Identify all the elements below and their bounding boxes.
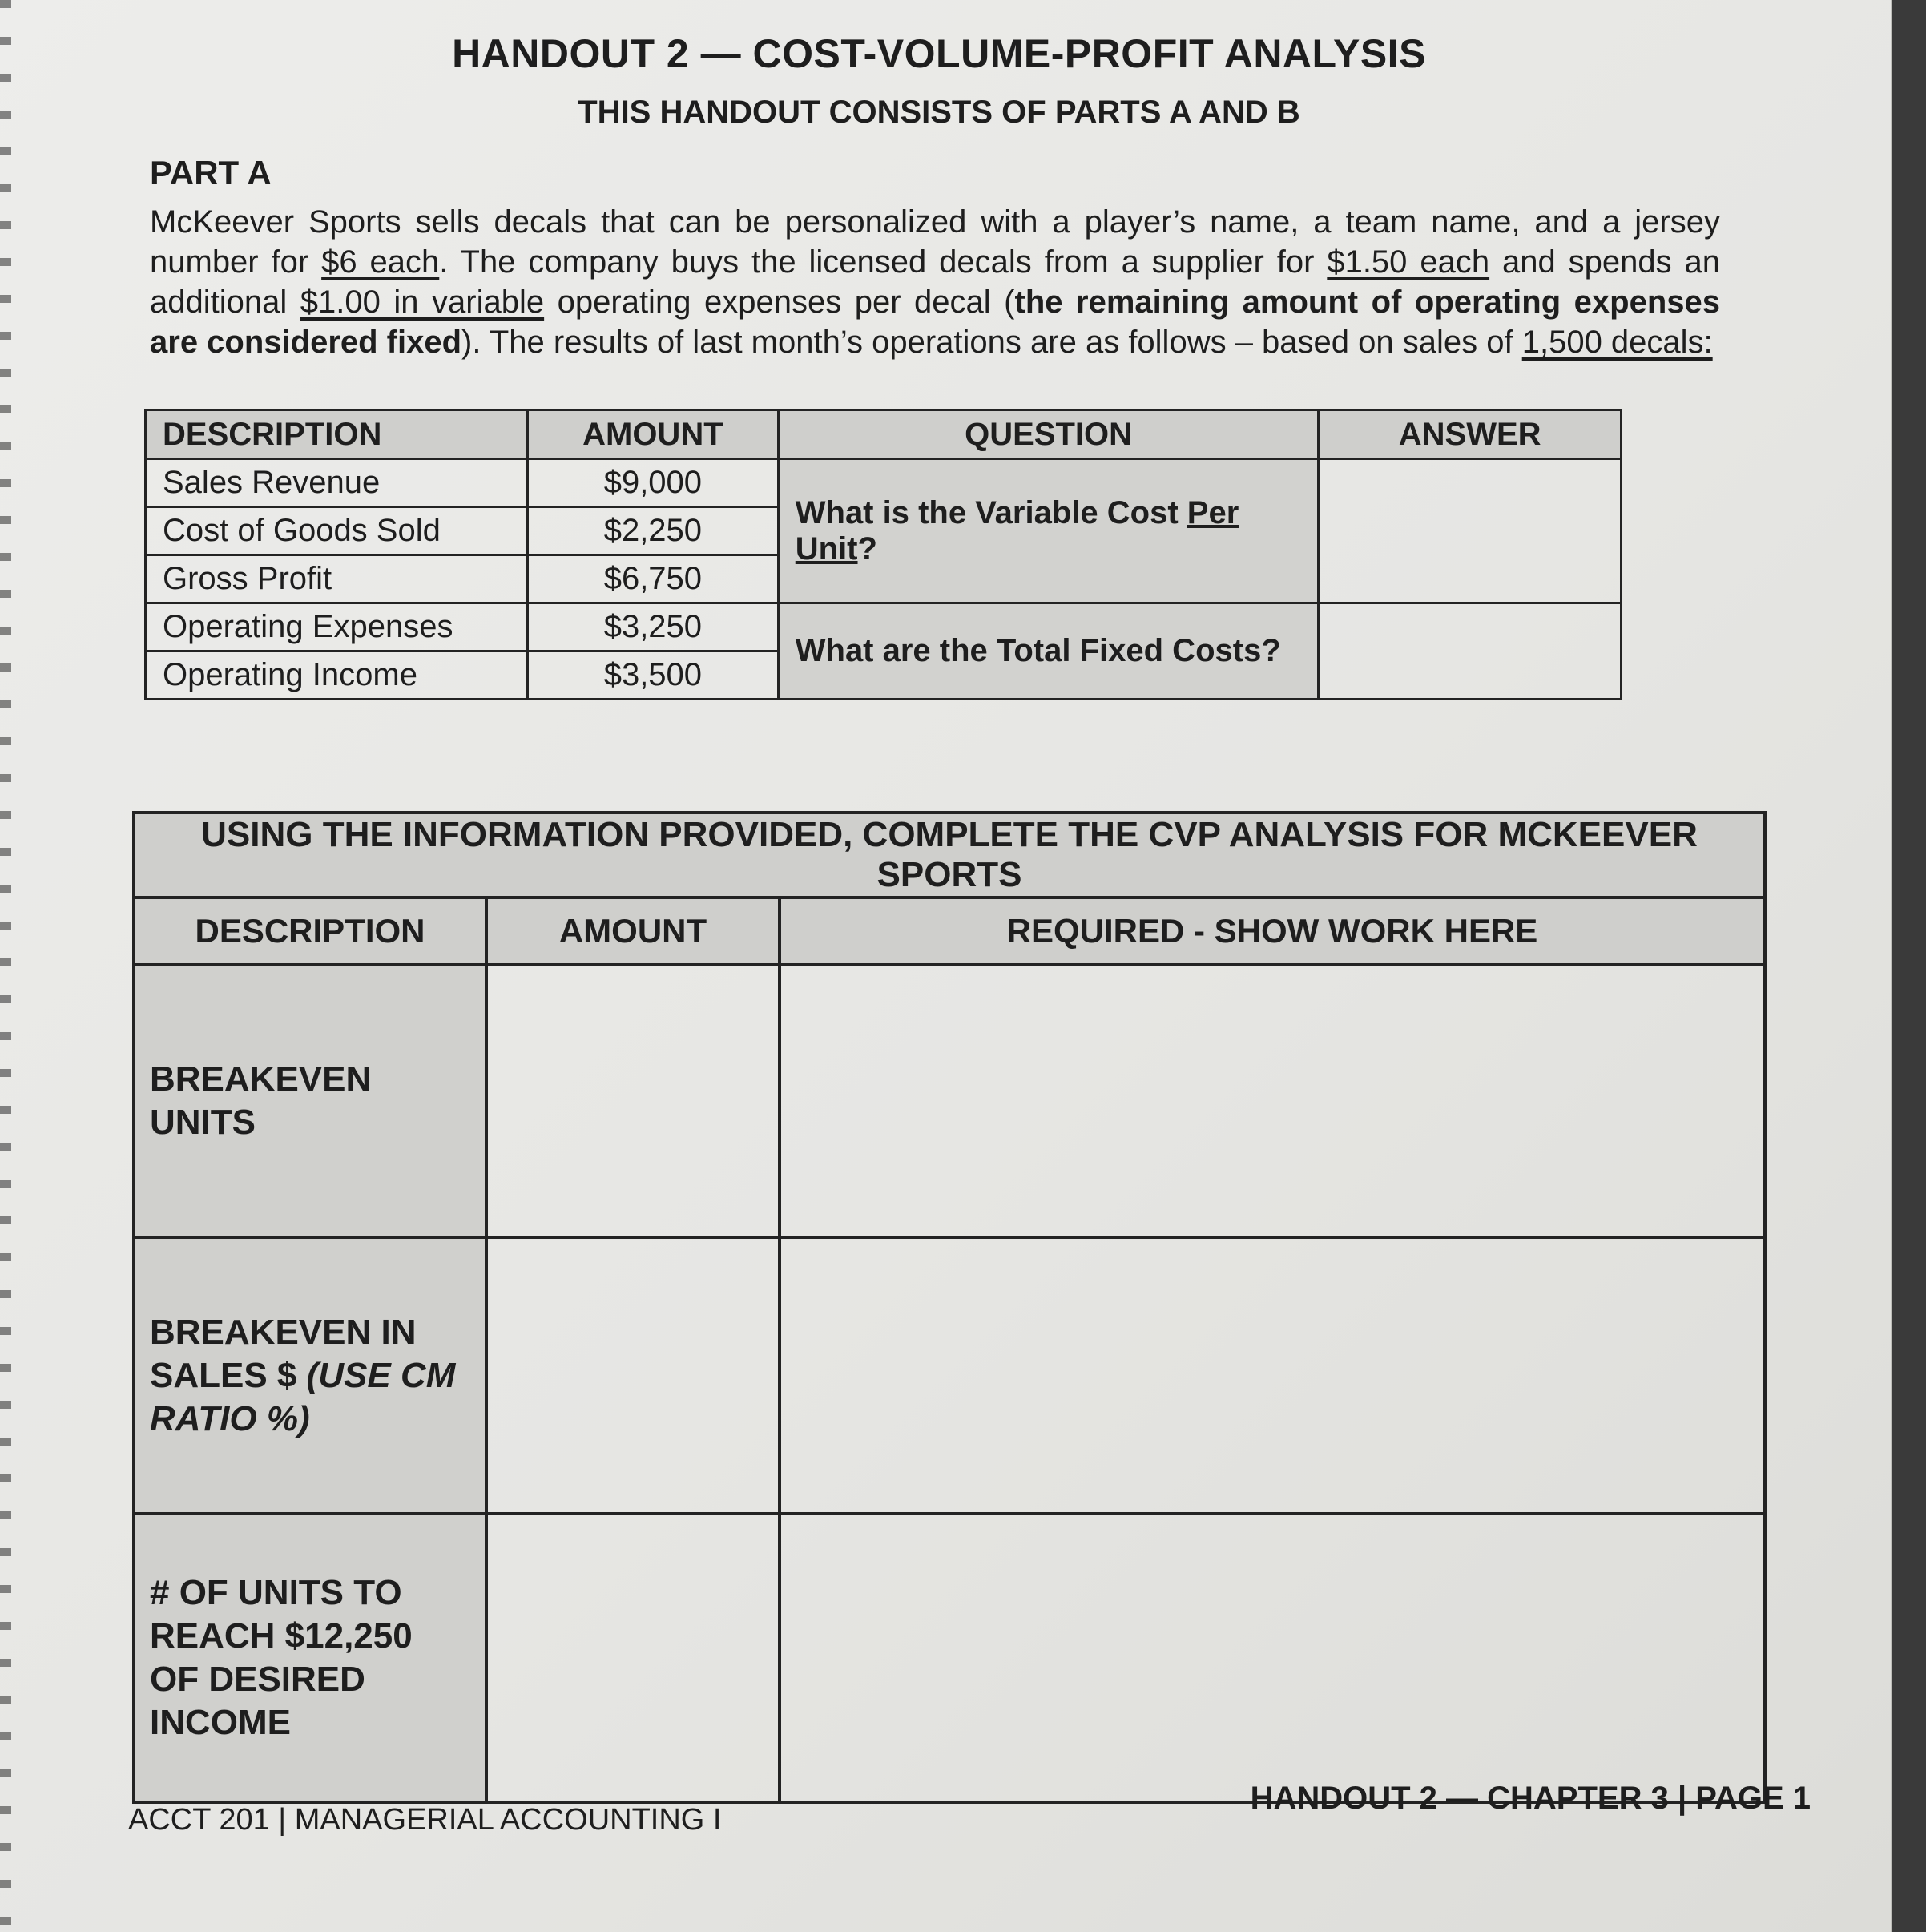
part-a-heading: PART A: [150, 154, 272, 192]
footer-page: HANDOUT 2 — CHAPTER 3 | PAGE 1: [1250, 1781, 1811, 1816]
para-text-3: and spends an additional: [150, 244, 1721, 320]
question-fixed-costs: What are the Total Fixed Costs?: [778, 603, 1319, 700]
binder-holes: [0, 0, 11, 1932]
page-subtitle: THIS HANDOUT CONSISTS OF PARTS A AND B: [578, 95, 1300, 130]
para-cost: $1.50 each: [1327, 244, 1490, 280]
row-description: Operating Expenses: [146, 603, 528, 651]
page-title: HANDOUT 2 — COST-VOLUME-PROFIT ANALYSIS: [452, 31, 1426, 76]
para-text-5: ). The results of last month’s operations are as follows – based on sales of: [461, 325, 1522, 360]
answer-variable-cost[interactable]: [1319, 459, 1622, 603]
row-amount: $9,000: [528, 459, 779, 507]
income-statement-table: [144, 409, 1622, 700]
para-price: $6 each: [321, 244, 440, 280]
row-amount: $3,250: [528, 603, 779, 651]
question-mark: ?: [857, 530, 877, 567]
answer-fixed-costs[interactable]: [1319, 603, 1622, 700]
row-description: Sales Revenue: [146, 459, 528, 507]
col-answer: ANSWER: [1319, 410, 1622, 459]
col-amount: AMOUNT: [528, 410, 779, 459]
cvp-amount-cell[interactable]: [486, 965, 780, 1237]
para-text-1: McKeever Sports sells decals that can be personalized with a player’s name, a team name, and a jersey number for: [150, 204, 1720, 280]
para-text-2: . The company buys the licensed decals from a supplier for: [439, 244, 1328, 280]
row-description: Cost of Goods Sold: [146, 507, 528, 555]
cvp-label-text: BREAKEVEN IN SALES $: [150, 1312, 417, 1395]
cvp-work-cell[interactable]: [780, 1514, 1765, 1802]
cvp-amount-cell[interactable]: [486, 1514, 780, 1802]
cvp-col-work: REQUIRED - SHOW WORK HERE: [780, 897, 1765, 965]
cvp-banner: USING THE INFORMATION PROVIDED, COMPLETE THE CVP ANALYSIS FOR MCKEEVER SPORTS: [134, 813, 1765, 897]
para-units: 1,500 decals:: [1521, 325, 1713, 360]
row-description: Gross Profit: [146, 555, 528, 603]
question-text: What is the Variable Cost: [795, 494, 1187, 530]
cvp-row-label: [134, 1237, 486, 1514]
cvp-col-description: DESCRIPTION: [134, 897, 486, 965]
para-variable: $1.00 in variable: [300, 284, 545, 320]
cvp-work-cell[interactable]: [780, 1237, 1765, 1514]
para-bold: the remaining amount of operating expenses are considered fixed: [150, 284, 1720, 360]
row-description: Operating Income: [146, 651, 528, 700]
cvp-analysis-table: [132, 811, 1767, 1804]
cvp-col-amount: AMOUNT: [486, 897, 780, 965]
cvp-row-label: BREAKEVEN UNITS: [134, 965, 486, 1237]
col-description: DESCRIPTION: [146, 410, 528, 459]
cvp-work-cell[interactable]: [780, 965, 1765, 1237]
cvp-row-label: # OF UNITS TO REACH $12,250 OF DESIRED INCOME: [134, 1514, 486, 1802]
cvp-label-italic: (USE CM RATIO %): [150, 1355, 456, 1438]
col-question: QUESTION: [778, 410, 1319, 459]
row-amount: $2,250: [528, 507, 779, 555]
part-a-paragraph: [150, 202, 1720, 362]
question-variable-cost: [778, 459, 1319, 603]
question-underlined: Per Unit: [795, 494, 1239, 567]
cvp-amount-cell[interactable]: [486, 1237, 780, 1514]
para-text-4: operating expenses per decal (: [544, 284, 1015, 320]
row-amount: $3,500: [528, 651, 779, 700]
row-amount: $6,750: [528, 555, 779, 603]
footer-course: ACCT 201 | MANAGERIAL ACCOUNTING I: [128, 1803, 722, 1837]
